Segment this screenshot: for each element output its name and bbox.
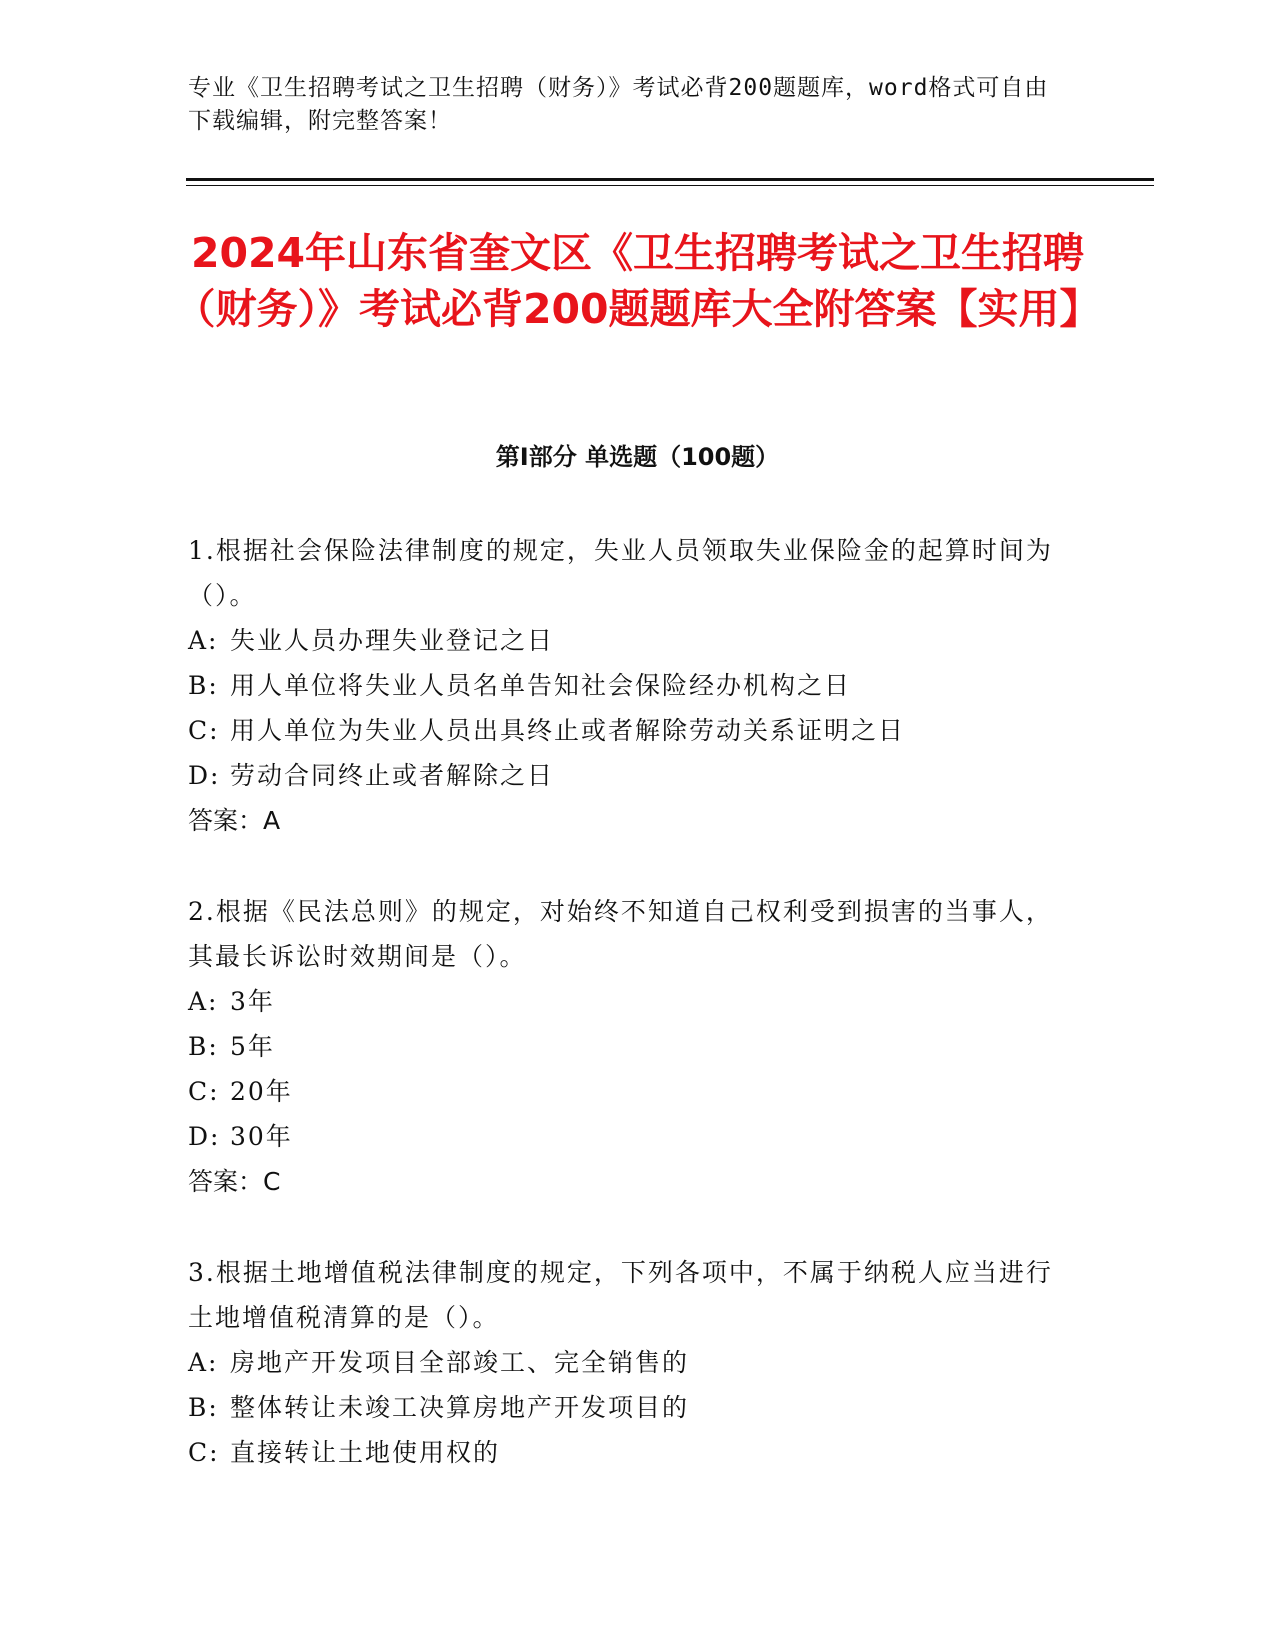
option-a	[188, 618, 1068, 663]
option-c	[188, 1430, 1068, 1475]
option-letter: B:	[188, 1032, 219, 1061]
option-letter: A:	[188, 626, 219, 655]
option-letter: A:	[188, 1348, 219, 1377]
header-rule-thick	[186, 178, 1154, 181]
document-title: 2024年山东省奎文区《卫生招聘考试之卫生招聘（财务）》考试必背200题题库大全附答案【实用】	[174, 229, 1101, 333]
option-b	[188, 1385, 1068, 1430]
option-text: 3年	[230, 987, 275, 1016]
option-text: 用人单位将失业人员名单告知社会保险经办机构之日	[230, 671, 852, 700]
question-1	[188, 528, 1068, 843]
option-letter: C:	[188, 1077, 220, 1106]
option-b	[188, 663, 1068, 708]
option-text: 5年	[230, 1032, 275, 1061]
option-d	[188, 1114, 1068, 1159]
option-letter: D:	[188, 761, 221, 790]
section-heading: 第I部分 单选题（100题）	[495, 443, 780, 471]
option-letter: A:	[188, 987, 219, 1016]
answer-line: 答案：A	[188, 806, 281, 835]
question-2	[188, 889, 1068, 1204]
question-list	[188, 528, 1068, 1521]
option-letter: C:	[188, 1438, 220, 1467]
question-stem: 3.根据土地增值税法律制度的规定，下列各项中，不属于纳税人应当进行土地增值税清算的是（）。	[188, 1258, 1053, 1332]
header-note: 专业《卫生招聘考试之卫生招聘（财务）》考试必背200题题库，word格式可自由下载编辑，附完整答案！	[188, 75, 1049, 134]
answer-line: 答案：C	[188, 1167, 281, 1196]
option-text: 整体转让未竣工决算房地产开发项目的	[230, 1393, 690, 1422]
option-text: 30年	[230, 1122, 293, 1151]
option-b	[188, 1024, 1068, 1069]
option-c	[188, 708, 1068, 753]
option-letter: B:	[188, 671, 219, 700]
question-stem: 2.根据《民法总则》的规定，对始终不知道自己权利受到损害的当事人，其最长诉讼时效期间是（）。	[188, 897, 1053, 971]
option-text: 失业人员办理失业登记之日	[230, 626, 555, 655]
option-letter: B:	[188, 1393, 219, 1422]
option-letter: C:	[188, 716, 220, 745]
option-text: 劳动合同终止或者解除之日	[230, 761, 555, 790]
option-c	[188, 1069, 1068, 1114]
option-text: 房地产开发项目全部竣工、完全销售的	[230, 1348, 690, 1377]
question-stem: 1.根据社会保险法律制度的规定，失业人员领取失业保险金的起算时间为（）。	[188, 536, 1053, 610]
option-a	[188, 1340, 1068, 1385]
option-d	[188, 753, 1068, 798]
option-text: 20年	[230, 1077, 293, 1106]
question-3	[188, 1250, 1068, 1475]
header-rule-thin	[186, 185, 1154, 186]
option-text: 直接转让土地使用权的	[230, 1438, 501, 1467]
option-text: 用人单位为失业人员出具终止或者解除劳动关系证明之日	[230, 716, 906, 745]
option-a	[188, 979, 1068, 1024]
option-letter: D:	[188, 1122, 221, 1151]
